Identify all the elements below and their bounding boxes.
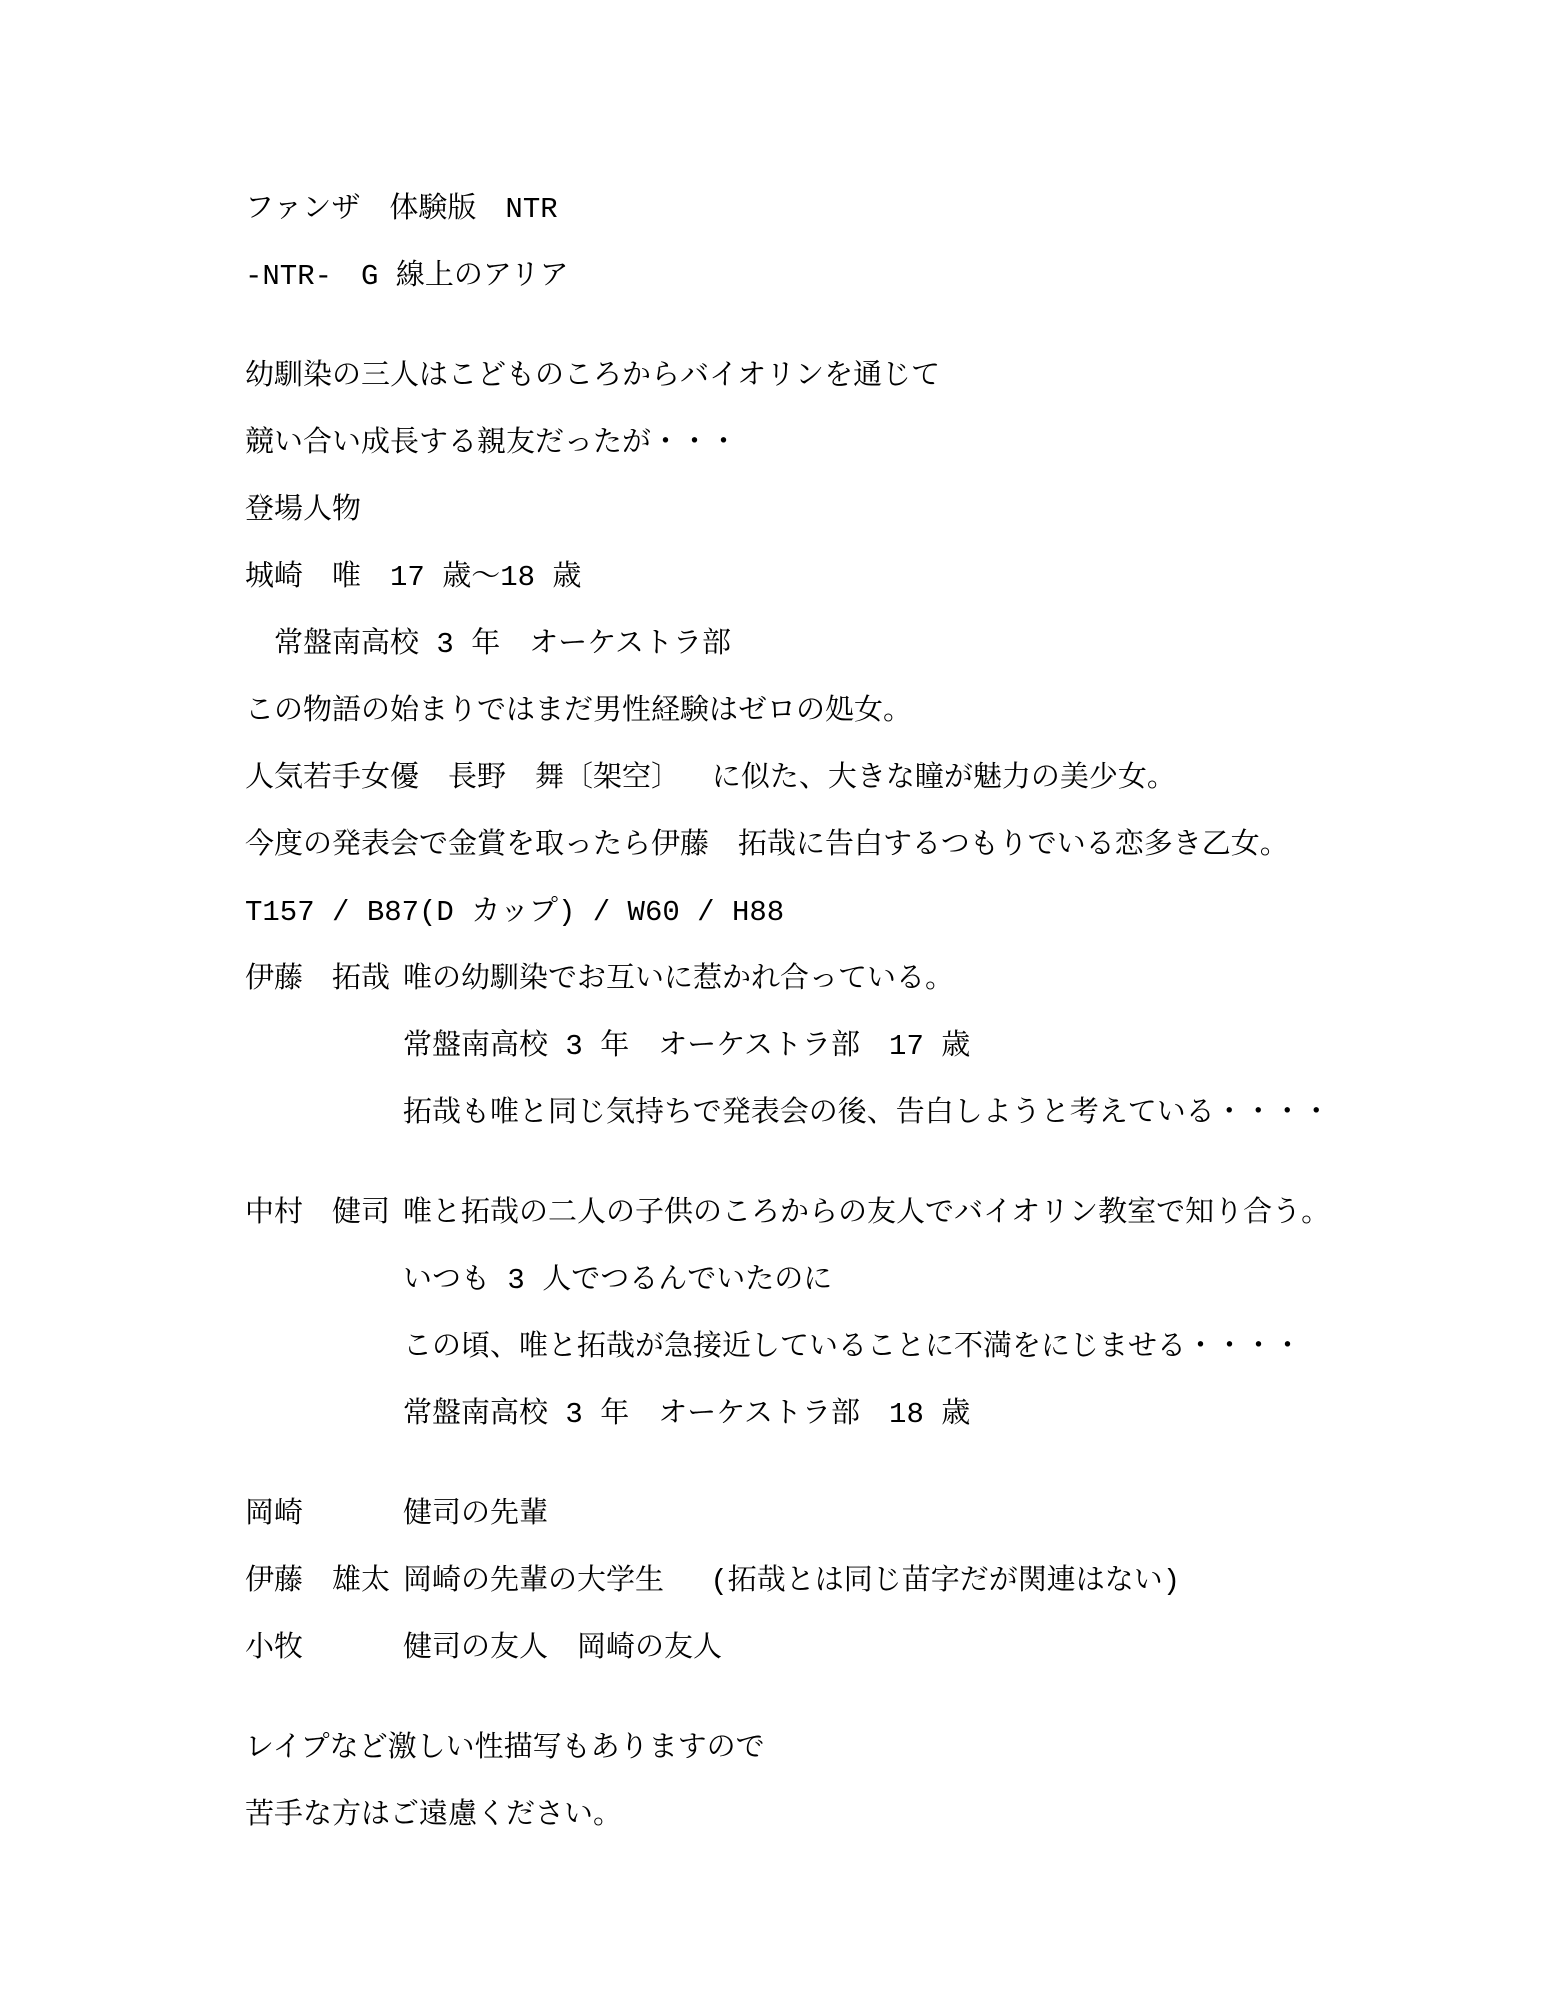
character-name: 伊藤 拓哉 [245,963,391,996]
character-kenji-row [245,1180,1465,1247]
character-okazaki-row [245,1481,1465,1548]
intro-line-2: 競い合い成長する親友だったが・・・ [245,427,739,460]
character-yui-measurements: T157 / B87(D カップ) / W60 / H88 [245,896,785,929]
character-yui-detail-2: 人気若手女優 長野 舞〔架空〕 に似た、大きな瞳が魅力の美少女。 [245,762,1176,795]
character-name: 小牧 [245,1632,304,1665]
character-yui-detail-3: 今度の発表会で金賞を取ったら伊藤 拓哉に告白するつもりでいる恋多き乙女。 [245,829,1289,862]
character-yui-school: 常盤南高校 3 年 オーケストラ部 [245,628,732,661]
character-kenji-detail-2: この頃、唯と拓哉が急接近していることに不満をにじませる・・・・ [403,1331,1303,1364]
cast-heading: 登場人物 [245,494,362,527]
character-description: 唯の幼馴染でお互いに惹かれ合っている。 [403,963,955,996]
character-description: 健司の先輩 [403,1498,549,1531]
character-name: 伊藤 雄太 [245,1565,391,1598]
character-kenji-detail-3: 常盤南高校 3 年 オーケストラ部 18 歳 [403,1398,971,1431]
character-yuta-row [245,1548,1465,1615]
character-name: 岡崎 [245,1498,304,1531]
character-takuya-row [245,946,1465,1013]
work-title: -NTR- G 線上のアリア [245,260,569,293]
character-yui-name-age: 城崎 唯 17 歳～18 歳 [245,561,582,594]
character-takuya-detail-2: 拓哉も唯と同じ気持ちで発表会の後、告白しようと考えている・・・・ [403,1097,1331,1130]
character-description: 健司の友人 岡崎の友人 [403,1632,723,1665]
store-trial-header: ファンザ 体験版 NTR [245,193,558,226]
character-komaki-row [245,1615,1465,1682]
content-warning-line-1: レイプなど激しい性描写もありますので [245,1732,765,1765]
character-yui-detail-1: この物語の始まりではまだ男性経験はゼロの処女。 [245,695,913,728]
character-kenji-detail-1: いつも 3 人でつるんでいたのに [403,1264,833,1297]
character-description: 岡崎の先輩の大学生 (拓哉とは同じ苗字だが関連はない) [403,1565,1181,1598]
character-name: 中村 健司 [245,1197,391,1230]
content-warning-line-2: 苦手な方はご遠慮ください。 [245,1799,623,1832]
character-description: 唯と拓哉の二人の子供のころからの友人でバイオリン教室で知り合う。 [403,1197,1331,1230]
intro-line-1: 幼馴染の三人はこどものころからバイオリンを通じて [245,360,941,393]
character-takuya-detail-1: 常盤南高校 3 年 オーケストラ部 17 歳 [403,1030,971,1063]
